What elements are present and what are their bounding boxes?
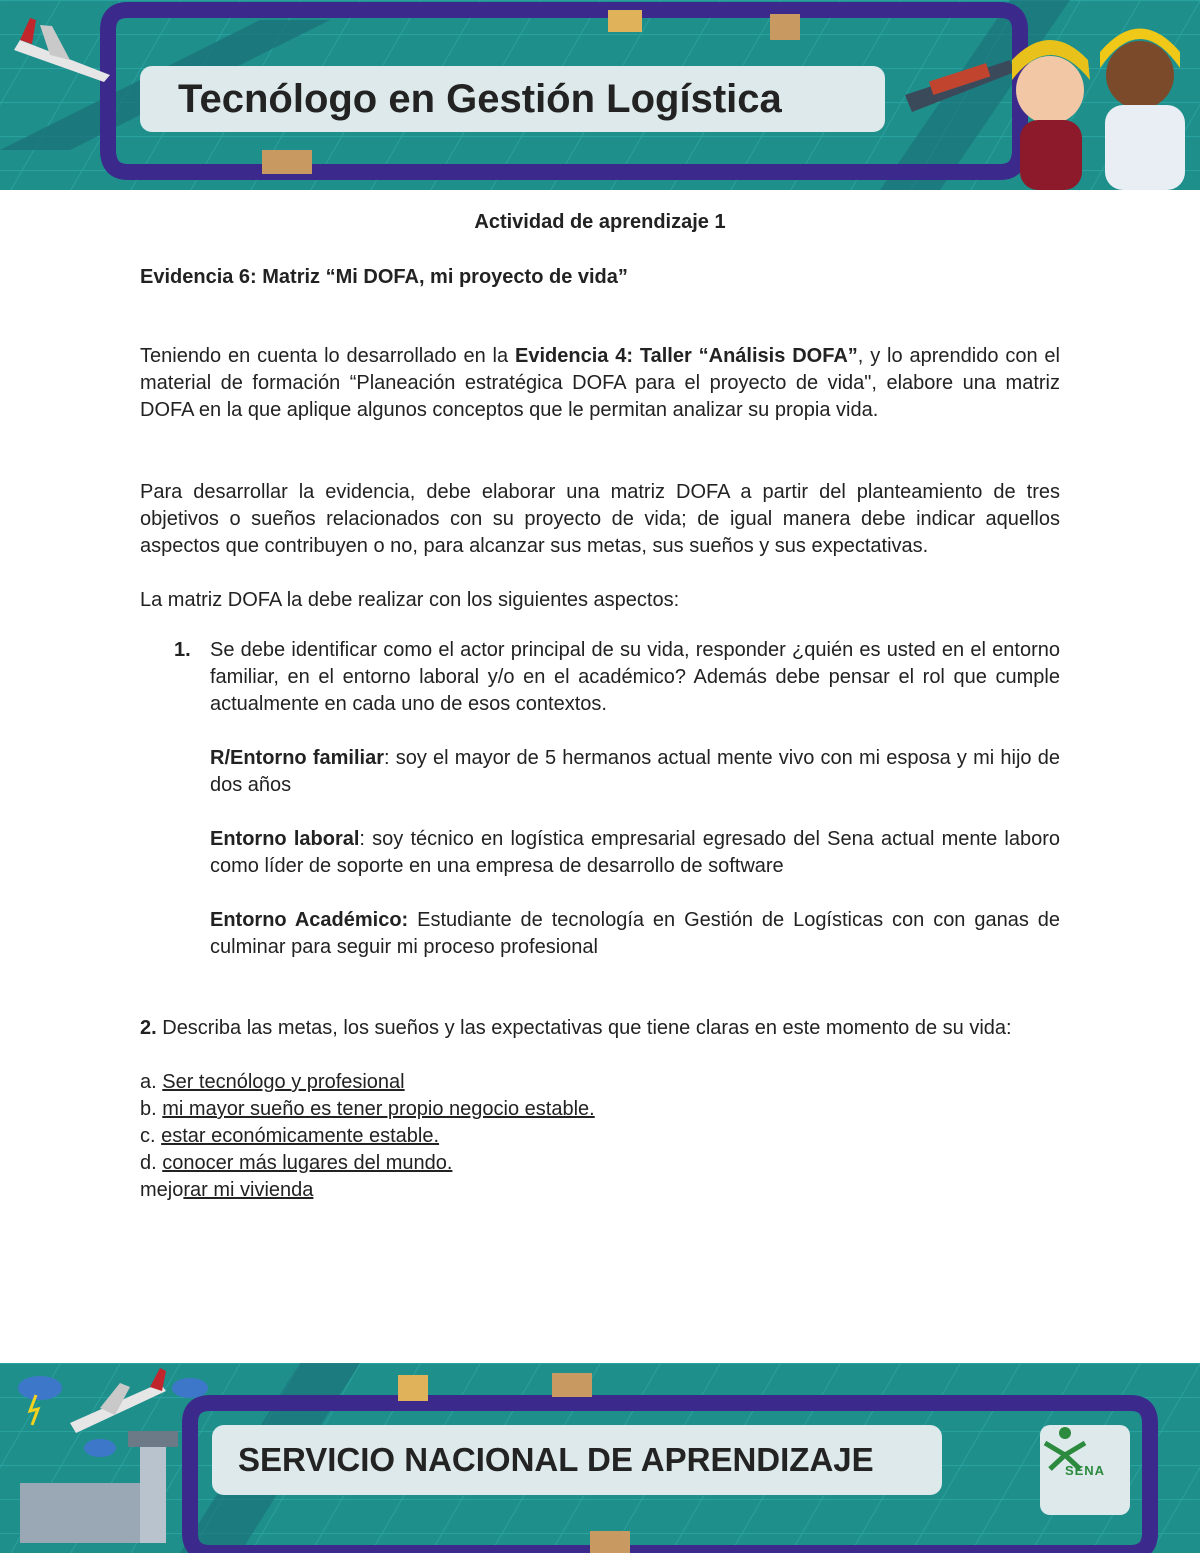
- header-banner: [0, 0, 1200, 190]
- goal-text: rar mi vivienda: [183, 1179, 314, 1201]
- answer-laboral-label: Entorno laboral: [210, 828, 360, 850]
- goal-item: [140, 1069, 1060, 1096]
- list-item-1: [140, 637, 1060, 961]
- aspects-intro: La matriz DOFA la debe realizar con los siguientes aspectos:: [140, 589, 680, 611]
- footer-title: SERVICIO NACIONAL DE APRENDIZAJE: [212, 1425, 942, 1495]
- question-2-number: 2.: [140, 1017, 157, 1039]
- answer-laboral-text: : soy técnico en logística empresarial egresado del Sena actual mente laboro como líder de soporte en una empresa de desarrollo de software: [210, 828, 1060, 877]
- header-title: Tecnólogo en Gestión Logística: [140, 66, 885, 132]
- answer-laboral: [210, 826, 1060, 880]
- list-number: 1.: [174, 639, 191, 661]
- goal-text: Ser tecnólogo y profesional: [162, 1071, 405, 1093]
- goal-item: [140, 1150, 1060, 1177]
- goal-text: estar económicamente estable.: [161, 1125, 440, 1147]
- document-body: [140, 205, 1060, 1204]
- answer-familiar: [210, 745, 1060, 799]
- intro-paragraph: [140, 343, 1060, 424]
- goal-item: [140, 1096, 1060, 1123]
- aspects-list: [140, 637, 1060, 961]
- sena-logo-text: SENA: [1064, 1462, 1106, 1478]
- answer-academico-label: Entorno Académico:: [210, 909, 409, 931]
- evidence-title: Evidencia 6: Matriz “Mi DOFA, mi proyecto de vida”: [140, 266, 628, 288]
- goal-item: [140, 1123, 1060, 1150]
- goal-prefix: a.: [140, 1071, 163, 1093]
- activity-title: Actividad de aprendizaje 1: [474, 211, 726, 233]
- goal-text: conocer más lugares del mundo.: [162, 1152, 453, 1174]
- question-2: [140, 1015, 1060, 1042]
- intro-text-bold: Evidencia 4: Taller “Análisis DOFA”: [515, 345, 858, 367]
- goal-item: [140, 1177, 1060, 1204]
- answer-academico: [210, 907, 1060, 961]
- goal-prefix: b.: [140, 1098, 163, 1120]
- goal-prefix: mejo: [140, 1179, 184, 1201]
- item1-question: Se debe identificar como el actor principal de su vida, responder ¿quién es usted en el entorno familiar, en el entorno laboral y/o en el académico? Además debe pensar el rol que cumple actualmente en cada uno de esos contextos.: [210, 639, 1060, 715]
- sena-figure-icon: [1040, 1425, 1090, 1471]
- goal-prefix: c.: [140, 1125, 162, 1147]
- question-2-text: Describa las metas, los sueños y las expectativas que tiene claras en este momento de su vida:: [156, 1017, 1012, 1039]
- goals-list: [140, 1069, 1060, 1204]
- goal-text: mi mayor sueño es tener propio negocio estable.: [162, 1098, 595, 1120]
- answer-familiar-text: : soy el mayor de 5 hermanos actual mente vivo con mi esposa y mi hijo de dos años: [210, 747, 1060, 796]
- answer-familiar-label: R/Entorno familiar: [210, 747, 384, 769]
- intro-text-c: , y lo aprendido con el material de formación “Planeación estratégica DOFA para el proyecto de vida", elabore una matriz DOFA en la que aplique algunos conceptos que le permitan analizar su propia vida.: [140, 345, 1060, 421]
- footer-banner: [0, 1363, 1200, 1553]
- goal-prefix: d.: [140, 1152, 163, 1174]
- instructions-paragraph: Para desarrollar la evidencia, debe elaborar una matriz DOFA a partir del planteamiento de tres objetivos o sueños relacionados con su proyecto de vida; de igual manera debe indicar aquellos aspectos que contribuyen o no, para alcanzar sus metas, sus sueños y sus expectativas.: [140, 481, 1060, 557]
- sena-logo: [1040, 1425, 1130, 1515]
- intro-text-a: Teniendo en cuenta lo desarrollado en la: [140, 345, 515, 367]
- answer-academico-text: Estudiante de tecnología en Gestión de Logísticas con con ganas de culminar para seguir mi proceso profesional: [210, 909, 1061, 958]
